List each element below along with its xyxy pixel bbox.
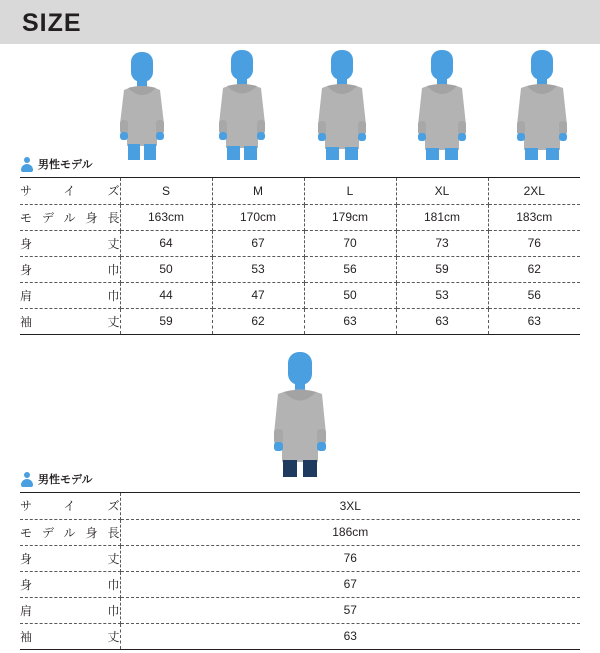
table-row xyxy=(20,545,580,571)
mens-table-row-label: 袖 丈 xyxy=(20,308,120,334)
mens-table-cell: 53 xyxy=(396,282,488,308)
mens-table-cell: 59 xyxy=(120,308,212,334)
mens-table-cell: 181cm xyxy=(396,204,488,230)
mens-table-cell: 64 xyxy=(120,230,212,256)
table-row xyxy=(20,597,580,623)
mens-table-cell: 56 xyxy=(304,256,396,282)
mens-table-cell: 62 xyxy=(488,256,580,282)
size-table-mens-3xl xyxy=(20,493,580,649)
model-label-text: 男性モデル xyxy=(38,474,93,486)
table-1-bottom-rule xyxy=(20,334,580,335)
table-row xyxy=(20,308,580,334)
table-row xyxy=(20,493,580,519)
mens-table-cell: 67 xyxy=(212,230,304,256)
mens-table-cell: 70 xyxy=(304,230,396,256)
mens-table-cell: XL xyxy=(396,178,488,204)
table-row xyxy=(20,571,580,597)
mens-3xl-table-row-label: 袖 丈 xyxy=(20,623,120,649)
mens-table-cell: 44 xyxy=(120,282,212,308)
model-label-section-1 xyxy=(20,156,92,172)
mens-table-cell: 63 xyxy=(396,308,488,334)
table-row xyxy=(20,256,580,282)
size-table-mens xyxy=(20,178,580,334)
header-band xyxy=(0,0,600,44)
mens-3xl-table-row-label: 身 巾 xyxy=(20,571,120,597)
mens-table-cell: 73 xyxy=(396,230,488,256)
mens-table-cell: M xyxy=(212,178,304,204)
mens-table-cell: S xyxy=(120,178,212,204)
mens-table-row-label: 身 丈 xyxy=(20,230,120,256)
mens-3xl-table-row-label: 身 丈 xyxy=(20,545,120,571)
mens-table-cell: 163cm xyxy=(120,204,212,230)
mens-table-cell: 56 xyxy=(488,282,580,308)
mens-table-cell: L xyxy=(304,178,396,204)
model-figure-s xyxy=(97,50,187,160)
mens-table-cell: 53 xyxy=(212,256,304,282)
mens-table-cell: 63 xyxy=(527,314,541,329)
table-row xyxy=(20,623,580,649)
mens-3xl-table-cell: 186cm xyxy=(120,519,580,545)
person-icon xyxy=(20,472,33,487)
mens-table-cell: 50 xyxy=(304,282,396,308)
mens-3xl-table-cell: 76 xyxy=(120,545,580,571)
mens-3xl-table-row-label: 肩 巾 xyxy=(20,597,120,623)
model-illustration-row-1 xyxy=(92,50,592,160)
table-row xyxy=(20,519,580,545)
mens-table-cell: 179cm xyxy=(304,204,396,230)
mens-table-row-label: サイズ xyxy=(20,178,120,204)
mens-3xl-table-row-label: モデル身長 xyxy=(20,519,120,545)
mens-table-cell: 2XL xyxy=(488,178,580,204)
table-row xyxy=(20,282,580,308)
mens-3xl-table-cell: 57 xyxy=(120,597,580,623)
mens-table-cell: 62 xyxy=(212,308,304,334)
page-title: SIZE xyxy=(22,9,82,37)
mens-3xl-table-cell: 3XL xyxy=(120,493,580,519)
mens-3xl-table-cell: 63 xyxy=(343,629,357,644)
model-figure-2xl xyxy=(497,50,587,160)
mens-table-cell: 76 xyxy=(488,230,580,256)
mens-3xl-table-row-label: サイズ xyxy=(20,493,120,519)
model-figure-xl xyxy=(397,50,487,160)
person-icon xyxy=(20,157,33,172)
table-2-bottom-rule xyxy=(20,649,580,650)
mens-table-cell: 47 xyxy=(212,282,304,308)
mens-table-row-label: 身 巾 xyxy=(20,256,120,282)
model-label-text: 男性モデル xyxy=(38,159,93,171)
model-illustration-row-2 xyxy=(255,352,345,477)
model-label-section-2 xyxy=(20,471,92,487)
mens-table-row-label: 肩 巾 xyxy=(20,282,120,308)
model-figure-l xyxy=(297,50,387,160)
table-row xyxy=(20,230,580,256)
mens-table-row-label: モデル身長 xyxy=(20,204,120,230)
table-row xyxy=(20,204,580,230)
mens-table-cell: 63 xyxy=(304,308,396,334)
mens-table-cell: 183cm xyxy=(488,204,580,230)
mens-table-cell: 59 xyxy=(396,256,488,282)
model-figure-m xyxy=(197,50,287,160)
mens-table-cell: 170cm xyxy=(212,204,304,230)
mens-table-cell: 50 xyxy=(120,256,212,282)
model-figure-3xl xyxy=(255,352,345,477)
table-row xyxy=(20,178,580,204)
mens-3xl-table-cell: 67 xyxy=(120,571,580,597)
